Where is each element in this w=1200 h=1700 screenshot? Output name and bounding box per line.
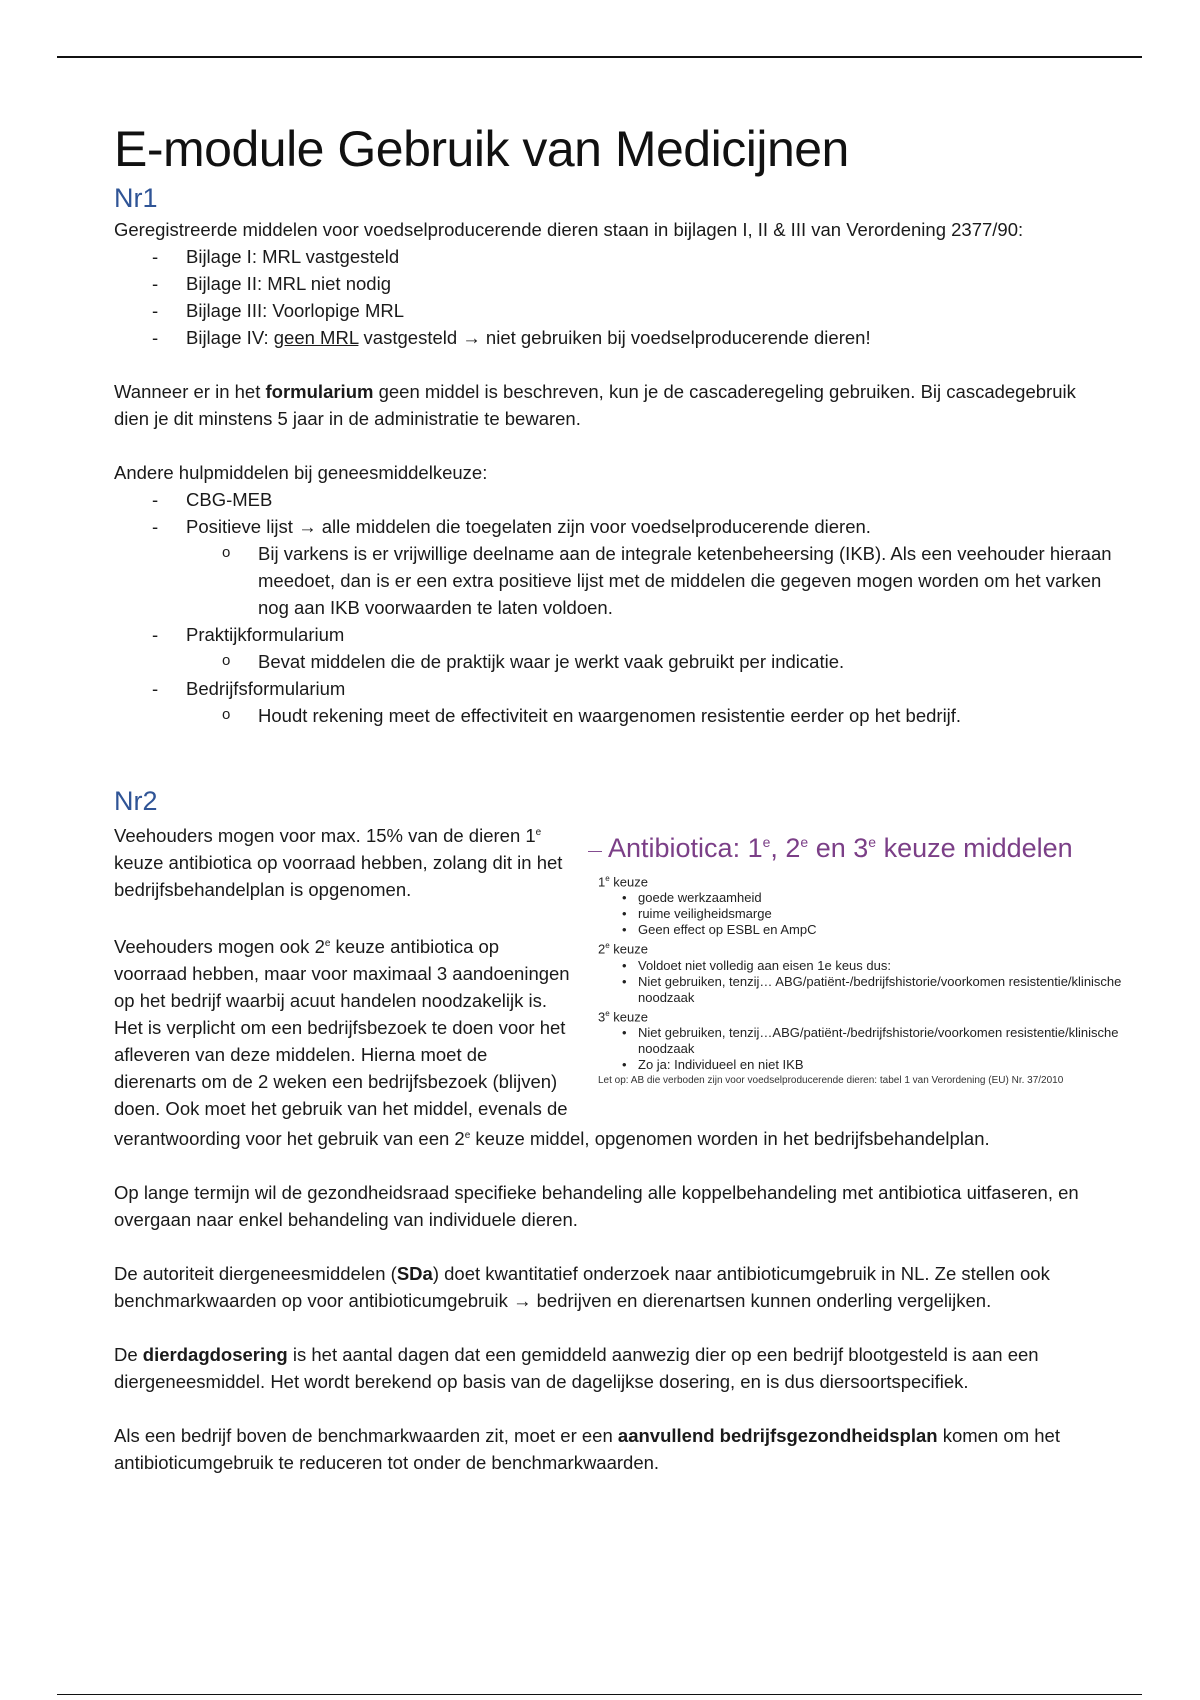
hulpmiddelen-intro: Andere hulpmiddelen bij geneesmiddelkeuze: xyxy=(114,462,488,483)
list-item: - Praktijkformularium o Bevat middelen die de praktijk waar je werkt vaak gebruikt per indicatie. xyxy=(114,621,1114,675)
header-rule xyxy=(57,56,1142,58)
list-item: - CBG-MEB xyxy=(114,486,1114,513)
keuze-3-list xyxy=(598,1025,1138,1073)
sub-list xyxy=(186,702,1114,729)
keuze-1-list xyxy=(598,890,1138,938)
list-item: - Bijlage II: MRL niet nodig xyxy=(114,270,1114,297)
keuze-3-label: 3e keuze xyxy=(598,1008,648,1024)
nr2-paragraph-2: Veehouders mogen ook 2e keuze antibiotica op voorraad hebben, maar voor maximaal 3 aandoeningen op het bedrijf waarbij acuut handelen noodzakelijk is. Het is verplicht om een bedrijfsbezoek te doen voor het afleveren van deze middelen. Hierna moet de dierenarts om de 2 weken een bedrijfsbezoek (blijven) doen. Ook moet het gebruik van het middel, evenals de verantwoording voor het gebruik van een 2e keuze middel, opgenomen worden in het bedrijfsbehandelplan. xyxy=(114,936,990,1150)
slide-dash-icon: — xyxy=(588,841,602,858)
document-page xyxy=(114,118,1122,1476)
list-item: • ruime veiligheidsmarge xyxy=(620,906,1138,922)
list-item: • Niet gebruiken, tenzij…ABG/patiënt-/bedrijfshistorie/voorkomen resistentie/klinische noodzaak xyxy=(620,1025,1138,1057)
bijlagen-list xyxy=(114,243,1114,351)
list-item: • Zo ja: Individueel en niet IKB xyxy=(620,1057,1138,1073)
keuze-2-list xyxy=(598,958,1138,1006)
list-item: • Niet gebruiken, tenzij… ABG/patiënt-/bedrijfshistorie/voorkomen resistentie/klinische noodzaak xyxy=(620,974,1138,1006)
slide-note: Let op: AB die verboden zijn voor voedselproducerende dieren: tabel 1 van Verordening (EU) Nr. 37/2010 xyxy=(598,1074,1064,1086)
slide-body xyxy=(598,871,1138,1087)
sub-list-item: o Bij varkens is er vrijwillige deelname aan de integrale ketenbeheersing (IKB). Als een veehouder hieraan meedoet, dan is er een extra positieve lijst met de middelen die gegeven mogen worden om het varken nog aan IKB voorwaarden te laten voldoen. xyxy=(186,540,1114,621)
nr2-content xyxy=(114,819,1122,1152)
keuze-1-label: 1e keuze xyxy=(598,874,648,890)
nr2-paragraph-3: Op lange termijn wil de gezondheidsraad specifieke behandeling alle koppelbehandeling met antibiotica uitfaseren, en overgaan naar enkel behandeling van individuele dieren. xyxy=(114,1182,1079,1231)
slide-title: — Antibiotica: 1e, 2e en 3e keuze middelen xyxy=(588,833,1073,863)
nr2-paragraph-6: Als een bedrijf boven de benchmarkwaarden zit, moet er een aanvullend bedrijfsgezondheidsplan komen om het antibioticumgebruik te reduceren tot onder de benchmarkwaarden. xyxy=(114,1425,1060,1474)
list-item: - Positieve lijst → alle middelen die toegelaten zijn voor voedselproducerende dieren. o Bij varkens is er vrijwillige deelname aan de integrale ketenbeheersing (IKB). Als een veehouder hieraan meedoet, dan is er een extra positieve lijst met de middelen die gegeven mogen worden om het varken nog aan IKB voorwaarden te laten voldoen. xyxy=(114,513,1114,621)
list-item: - Bijlage I: MRL vastgesteld xyxy=(114,243,1114,270)
list-item: - Bijlage III: Voorlopige MRL xyxy=(114,297,1114,324)
list-item: • Geen effect op ESBL en AmpC xyxy=(620,922,1138,938)
sub-list xyxy=(186,540,1114,621)
footer-rule xyxy=(57,1694,1142,1695)
sub-list-item: o Bevat middelen die de praktijk waar je werkt vaak gebruikt per indicatie. xyxy=(186,648,1114,675)
document-title: E-module Gebruik van Medicijnen xyxy=(114,121,849,177)
list-item: - Bijlage IV: geen MRL vastgesteld → niet gebruiken bij voedselproducerende dieren! xyxy=(114,324,1114,351)
sub-list-item: o Houdt rekening meet de effectiviteit en waargenomen resistentie eerder op het bedrijf. xyxy=(186,702,1114,729)
hulpmiddelen-list xyxy=(114,486,1114,729)
list-item: • goede werkzaamheid xyxy=(620,890,1138,906)
nr2-paragraph-4: De autoriteit diergeneesmiddelen (SDa) doet kwantitatief onderzoek naar antibioticumgebruik in NL. Ze stellen ook benchmarkwaarden op voor antibioticumgebruik → bedrijven en dierenartsen kunnen onderling vergelijken. xyxy=(114,1263,1050,1312)
section-heading-nr1: Nr1 xyxy=(114,183,158,213)
sub-list xyxy=(186,648,1114,675)
nr2-paragraph-1: Veehouders mogen voor max. 15% van de dieren 1e keuze antibiotica op voorraad hebben, zolang dit in het bedrijfsbehandelplan is opgenomen. xyxy=(114,825,563,901)
keuze-2-label: 2e keuze xyxy=(598,941,648,957)
nr2-paragraph-5: De dierdagdosering is het aantal dagen dat een gemiddeld aanwezig dier op een bedrijf blootgesteld is aan een diergeneesmiddel. Het wordt berekend op basis van de dagelijkse dosering, en is dus diersoortspecifiek. xyxy=(114,1344,1039,1393)
nr1-intro: Geregistreerde middelen voor voedselproducerende dieren staan in bijlagen I, II & III van Verordening 2377/90: xyxy=(114,219,1024,240)
list-item: - Bedrijfsformularium o Houdt rekening meet de effectiviteit en waargenomen resistentie eerder op het bedrijf. xyxy=(114,675,1114,729)
list-item: • Voldoet niet volledig aan eisen 1e keus dus: xyxy=(620,958,1138,974)
underlined-text: geen MRL xyxy=(273,327,359,348)
section-heading-nr2: Nr2 xyxy=(114,786,158,816)
antibiotica-slide-image xyxy=(588,827,1148,1110)
cascade-paragraph: Wanneer er in het formularium geen middel is beschreven, kun je de cascaderegeling gebruiken. Bij cascadegebruik dien je dit minstens 5 jaar in de administratie te bewaren. xyxy=(114,381,1076,429)
